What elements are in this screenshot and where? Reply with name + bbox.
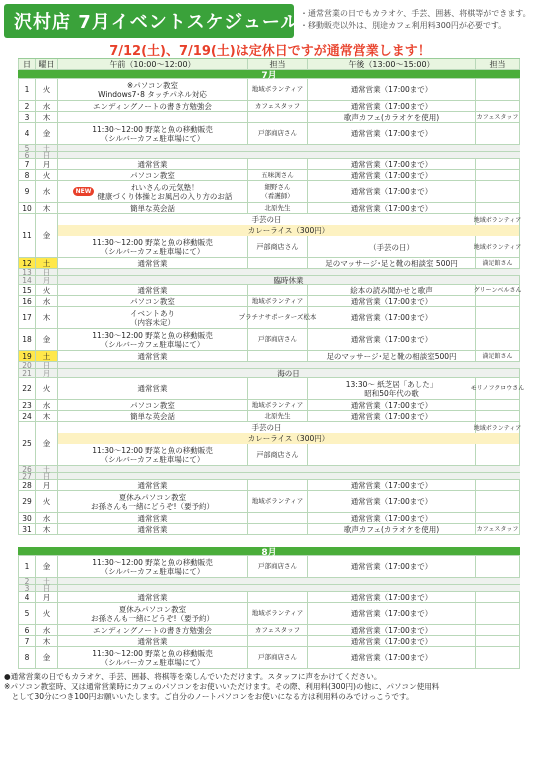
day-number: 14 <box>18 276 36 284</box>
table-row <box>18 329 520 351</box>
table-row <box>18 79 520 101</box>
day-of-week: 土 <box>36 466 58 472</box>
table-row <box>18 625 520 636</box>
am-staff <box>248 258 308 268</box>
pm-event: 通常営業（17:00まで） <box>308 203 476 213</box>
curry-label: カレーライス（300円） <box>58 433 520 444</box>
day-number: 8 <box>18 647 36 668</box>
am-staff: 五味渕さん <box>248 170 308 180</box>
pm-staff <box>476 123 520 144</box>
day-of-week: 火 <box>36 170 58 180</box>
am-event-text: れいさんの元気塾！ 健康づくり体操とお風呂の入り方のお話 <box>97 182 233 201</box>
am-staff: 細野さん （看護師） <box>248 181 308 202</box>
day-of-week: 金 <box>36 123 58 144</box>
pm-event: 通常営業（17:00まで） <box>308 556 476 577</box>
day-number: 4 <box>18 592 36 602</box>
table-row <box>18 362 520 369</box>
pm-staff: グリーンベルさん <box>473 286 522 294</box>
table-row <box>18 159 520 170</box>
day-number: 8 <box>18 170 36 180</box>
am-staff: 地域ボランティア <box>248 603 308 624</box>
day-number: 1 <box>18 79 36 100</box>
closed-label: 臨時休業 <box>58 276 520 284</box>
day-of-week: 水 <box>36 296 58 306</box>
day-number: 9 <box>18 181 36 202</box>
day-number: 11 <box>18 214 36 257</box>
am-staff: 地域ボランティア <box>248 79 308 100</box>
am-staff: カフェスタッフ <box>248 101 308 111</box>
am-event: 夏休みパソコン教室 お孫さんも一緒にどうぞ!（要予約） <box>58 603 248 624</box>
am-event: 簡単な英会話 <box>58 203 248 213</box>
am-event: 11:30～12:00 野菜と魚の移動販売 （シルバーカフェ駐車場にて） <box>58 647 248 668</box>
table-row <box>18 285 520 296</box>
col-pm-staff: 担当 <box>476 59 520 69</box>
am-event: 11:30～12:00 野菜と魚の移動販売 （シルバーカフェ駐車場にて） <box>58 123 248 144</box>
am-staff <box>248 285 308 295</box>
day-of-week: 水 <box>36 625 58 635</box>
pm-event: 絵本の読み聞かせと歌声 <box>308 285 476 295</box>
day-of-week: 月 <box>36 276 58 284</box>
craft-day-staff: 地域ボランティア <box>476 422 520 433</box>
am-event: パソコン教室 <box>58 170 248 180</box>
pm-event: 通常営業（17:00まで） <box>308 307 476 328</box>
day-of-week: 土 <box>36 258 58 268</box>
pm-event: 通常営業（17:00まで） <box>308 491 476 512</box>
day-number: 10 <box>18 203 36 213</box>
table-row <box>18 524 520 535</box>
day-of-week: 日 <box>36 585 58 591</box>
day-of-week: 月 <box>36 159 58 169</box>
day-number: 27 <box>18 473 36 479</box>
pm-staff: 地域ボランティア <box>476 236 520 258</box>
day-of-week: 火 <box>36 79 58 100</box>
day-of-week: 土 <box>36 351 58 361</box>
curry-label: カレーライス（300円） <box>58 225 520 236</box>
table-row <box>18 307 520 329</box>
pm-event: 足のマッサージ･足と靴の相談室500円 <box>308 351 476 361</box>
table-row <box>18 170 520 181</box>
day-of-week: 火 <box>36 378 58 399</box>
day-of-week: 水 <box>36 400 58 410</box>
pm-event: 歌声カフェ(カラオケを使用) <box>308 524 476 534</box>
table-row <box>18 214 520 258</box>
col-day: 日 <box>18 59 36 69</box>
pm-staff <box>476 513 520 523</box>
day-number: 25 <box>18 422 36 465</box>
table-row <box>18 181 520 203</box>
pm-staff <box>476 625 520 635</box>
footer-line: ●通常営業の日でもカラオケ、手芸、囲碁、将棋等を楽しんでいただけます。スタッフに声をかけてください。 <box>4 672 382 681</box>
day-of-week: 金 <box>36 647 58 668</box>
pm-staff <box>476 400 520 410</box>
day-of-week: 月 <box>36 369 58 377</box>
table-row <box>18 466 520 473</box>
table-row <box>18 112 520 123</box>
day-of-week: 火 <box>36 285 58 295</box>
am-event: 通常営業 <box>58 636 248 646</box>
row-bottom <box>58 444 520 466</box>
am-event: パソコン教室 <box>58 400 248 410</box>
note-line: ・移動販売以外は、別途カフェ利用料300円が必要です。 <box>300 21 507 30</box>
pm-staff <box>476 491 520 512</box>
am-event: 通常営業 <box>58 378 248 399</box>
day-number: 3 <box>18 112 36 122</box>
day-of-week: 金 <box>36 422 58 465</box>
day-number: 21 <box>18 369 36 377</box>
table-row <box>18 400 520 411</box>
pm-event: 通常営業（17:00まで） <box>308 513 476 523</box>
day-of-week: 木 <box>36 203 58 213</box>
col-am: 午前（10:00～12:00） <box>58 59 248 69</box>
day-number: 18 <box>18 329 36 350</box>
day-number: 22 <box>18 378 36 399</box>
pm-event: 通常営業（17:00まで） <box>308 480 476 490</box>
page-title: 沢村店 7月イベントスケジュール <box>14 12 300 33</box>
day-of-week: 土 <box>36 578 58 584</box>
day-number: 6 <box>18 625 36 635</box>
day-of-week: 金 <box>36 214 58 257</box>
notice-banner: 7/12(土)、7/19(土)は定休日ですが通常営業します！ <box>109 44 431 59</box>
footer-line: として30分につき100円お願いいたします。ご自分のノートパソコンをお使いになる方は利用料のみでけっこうです。 <box>4 692 414 701</box>
day-of-week: 水 <box>36 101 58 111</box>
day-number: 23 <box>18 400 36 410</box>
am-event: 通常営業 <box>58 513 248 523</box>
pm-staff <box>476 79 520 100</box>
table-row <box>18 269 520 276</box>
day-of-week: 土 <box>36 145 58 151</box>
pm-staff: カフェスタッフ <box>476 113 519 121</box>
col-dow: 曜日 <box>36 59 58 69</box>
pm-event: 歌声カフェ(カラオケを使用) <box>308 112 476 122</box>
table-row <box>18 480 520 491</box>
pm-staff <box>476 592 520 602</box>
table-row <box>18 123 520 145</box>
day-of-week: 月 <box>36 480 58 490</box>
day-of-week: 水 <box>36 181 58 202</box>
am-staff: カフェスタッフ <box>248 625 308 635</box>
pm-staff <box>476 159 520 169</box>
am-staff <box>248 112 308 122</box>
am-staff <box>248 513 308 523</box>
pm-event: 通常営業（17:00まで） <box>308 159 476 169</box>
pm-staff <box>476 647 520 668</box>
day-of-week: 木 <box>36 307 58 328</box>
day-number: 24 <box>18 411 36 421</box>
am-staff: 戸部商店さん <box>248 329 308 350</box>
pm-event: 通常営業（17:00まで） <box>308 329 476 350</box>
pm-staff <box>476 411 520 421</box>
day-number: 1 <box>18 556 36 577</box>
table-row <box>18 296 520 307</box>
table-row <box>18 473 520 480</box>
day-number: 29 <box>18 491 36 512</box>
am-staff: 北原先生 <box>248 411 308 421</box>
am-staff: 戸部商店さん <box>248 647 308 668</box>
am-event: 通常営業 <box>58 285 248 295</box>
pm-staff <box>476 556 520 577</box>
day-number: 16 <box>18 296 36 306</box>
day-of-week: 金 <box>36 556 58 577</box>
schedule-table <box>18 58 525 667</box>
table-row <box>18 369 520 378</box>
pm-event: 通常営業（17:00まで） <box>308 647 476 668</box>
pm-staff: 満足館さん <box>476 258 520 268</box>
table-row <box>18 636 520 647</box>
table-row <box>18 647 520 669</box>
pm-staff <box>476 480 520 490</box>
pm-staff <box>476 444 520 466</box>
day-number: 7 <box>18 636 36 646</box>
am-event: 簡単な英会話 <box>58 411 248 421</box>
notes <box>300 8 536 32</box>
footer-line: ※パソコン教室時、又は通常営業時にカフェのパソコンをお使いいただけます。その際、利用料(300円)の他に、パソコン使用料 <box>4 682 440 691</box>
day-of-week: 金 <box>36 329 58 350</box>
day-number: 2 <box>18 101 36 111</box>
pm-event: 通常営業（17:00まで） <box>308 296 476 306</box>
day-number: 2 <box>18 578 36 584</box>
am-event: イベントあり （内容未定） <box>58 307 248 328</box>
pm-staff: カフェスタッフ <box>476 525 519 533</box>
day-number: 5 <box>18 145 36 151</box>
table-row <box>18 378 525 400</box>
pm-event: （手芸の日） <box>308 236 476 258</box>
day-number: 4 <box>18 123 36 144</box>
pm-event: 通常営業（17:00まで） <box>308 400 476 410</box>
day-number: 17 <box>18 307 36 328</box>
table-row <box>18 152 520 159</box>
am-staff: 戸部商店さん <box>248 123 308 144</box>
pm-staff <box>476 329 520 350</box>
day-of-week: 月 <box>36 592 58 602</box>
day-number: 26 <box>18 466 36 472</box>
table-row <box>18 203 520 214</box>
day-number: 19 <box>18 351 36 361</box>
am-event: パソコン教室 <box>58 296 248 306</box>
pm-event: 通常営業（17:00まで） <box>308 625 476 635</box>
am-event: 通常営業 <box>58 524 248 534</box>
am-event: 11:30～12:00 野菜と魚の移動販売 （シルバーカフェ駐車場にて） <box>58 444 248 466</box>
am-event: エンディングノートの書き方勉強会 <box>58 625 248 635</box>
col-am-staff: 担当 <box>248 59 308 69</box>
day-of-week: 日 <box>36 473 58 479</box>
table-row <box>18 351 520 362</box>
day-of-week: 木 <box>36 112 58 122</box>
pm-staff: モリノフクロウさん <box>476 378 520 399</box>
am-staff: 戸部商店さん <box>248 236 308 258</box>
title-bar <box>4 4 300 38</box>
row-bottom <box>58 236 520 258</box>
table-row <box>18 101 520 112</box>
am-staff: 地域ボランティア <box>248 296 308 306</box>
am-event: 11:30～12:00 野菜と魚の移動販売 （シルバーカフェ駐車場にて） <box>58 556 248 577</box>
day-number: 7 <box>18 159 36 169</box>
day-number: 31 <box>18 524 36 534</box>
am-event: 夏休みパソコン教室 お孫さんも一緒にどうぞ!（要予約） <box>58 491 248 512</box>
pm-staff <box>476 296 520 306</box>
am-staff: 戸部商店さん <box>248 444 308 466</box>
table-row <box>18 276 520 285</box>
pm-event: 足のマッサージ･足と靴の相談室 500円 <box>308 258 476 268</box>
table-row <box>18 556 520 578</box>
day-of-week: 木 <box>36 524 58 534</box>
craft-day-label: 手芸の日 <box>58 422 476 433</box>
pm-staff <box>476 603 520 624</box>
pm-event: 通常営業（17:00まで） <box>308 636 476 646</box>
table-row <box>18 513 520 524</box>
day-of-week: 木 <box>36 411 58 421</box>
day-number: 30 <box>18 513 36 523</box>
am-staff <box>248 378 308 399</box>
day-number: 28 <box>18 480 36 490</box>
am-staff: 地域ボランティア <box>248 400 308 410</box>
am-event: 通常営業 <box>58 351 248 361</box>
table-row <box>18 491 520 513</box>
day-of-week: 火 <box>36 603 58 624</box>
pm-event: 通常営業（17:00まで） <box>308 592 476 602</box>
day-number: 20 <box>18 362 36 368</box>
am-staff: プラチナサポーターズ松本 <box>248 307 308 328</box>
am-event: 11:30～12:00 野菜と魚の移動販売 （シルバーカフェ駐車場にて） <box>58 236 248 258</box>
pm-staff <box>476 170 520 180</box>
day-number: 5 <box>18 603 36 624</box>
pm-event: 通常営業（17:00まで） <box>308 603 476 624</box>
day-number: 3 <box>18 585 36 591</box>
table-row <box>18 603 520 625</box>
col-pm: 午後（13:00～15:00） <box>308 59 476 69</box>
am-event: 通常営業 <box>58 480 248 490</box>
table-row <box>18 592 520 603</box>
pm-event: 13:30～ 紙芝居「あした」 昭和50年代の歌 <box>308 378 476 399</box>
day-number: 12 <box>18 258 36 268</box>
table-row <box>18 145 520 152</box>
am-staff: 北原先生 <box>248 203 308 213</box>
day-of-week: 日 <box>36 269 58 275</box>
pm-staff <box>476 203 520 213</box>
table-row <box>18 258 520 269</box>
day-number: 13 <box>18 269 36 275</box>
day-of-week: 日 <box>36 152 58 158</box>
am-staff <box>248 159 308 169</box>
pm-event: 通常営業（17:00まで） <box>308 123 476 144</box>
table-row <box>18 578 520 585</box>
am-event: エンディングノートの書き方勉強会 <box>58 101 248 111</box>
pm-staff: 満足館さん <box>476 351 520 361</box>
month-header: 7月 <box>18 70 520 79</box>
am-event: 通常営業 <box>58 159 248 169</box>
am-staff <box>248 592 308 602</box>
am-event: ※パソコン教室 Windows7･8 タッチパネル対応 <box>58 79 248 100</box>
am-event: 通常営業 <box>58 592 248 602</box>
pm-staff <box>476 307 520 328</box>
day-number: 15 <box>18 285 36 295</box>
pm-staff <box>476 636 520 646</box>
am-staff <box>248 480 308 490</box>
table-row <box>18 411 520 422</box>
am-event: 11:30～12:00 野菜と魚の移動販売 （シルバーカフェ駐車場にて） <box>58 329 248 350</box>
am-staff <box>248 351 308 361</box>
day-of-week: 水 <box>36 513 58 523</box>
pm-event: 通常営業（17:00まで） <box>308 411 476 421</box>
note-line: ・通常営業の日でもカラオケ、手芸、囲碁、将棋等ができます。 <box>300 9 531 18</box>
pm-event: 通常営業（17:00まで） <box>308 79 476 100</box>
day-number: 6 <box>18 152 36 158</box>
pm-event: 通常営業（17:00まで） <box>308 101 476 111</box>
am-event <box>58 181 248 202</box>
craft-day-label: 手芸の日 <box>58 214 476 225</box>
month-header: 8月 <box>18 547 520 556</box>
pm-event <box>308 444 476 466</box>
am-staff <box>248 524 308 534</box>
pm-staff <box>476 181 520 202</box>
table-row <box>18 585 520 592</box>
pm-event: 通常営業（17:00まで） <box>308 181 476 202</box>
table-row <box>18 422 520 466</box>
pm-event: 通常営業（17:00まで） <box>308 170 476 180</box>
am-staff: 地域ボランティア <box>248 491 308 512</box>
day-of-week: 木 <box>36 636 58 646</box>
am-staff: 戸部商店さん <box>248 556 308 577</box>
pm-staff <box>476 101 520 111</box>
am-event <box>58 112 248 122</box>
craft-day-staff: 地域ボランティア <box>476 214 520 225</box>
day-of-week: 火 <box>36 491 58 512</box>
am-staff <box>248 636 308 646</box>
new-badge: NEW <box>73 187 95 196</box>
closed-label: 海の日 <box>58 369 520 377</box>
am-event: 通常営業 <box>58 258 248 268</box>
day-of-week: 日 <box>36 362 58 368</box>
